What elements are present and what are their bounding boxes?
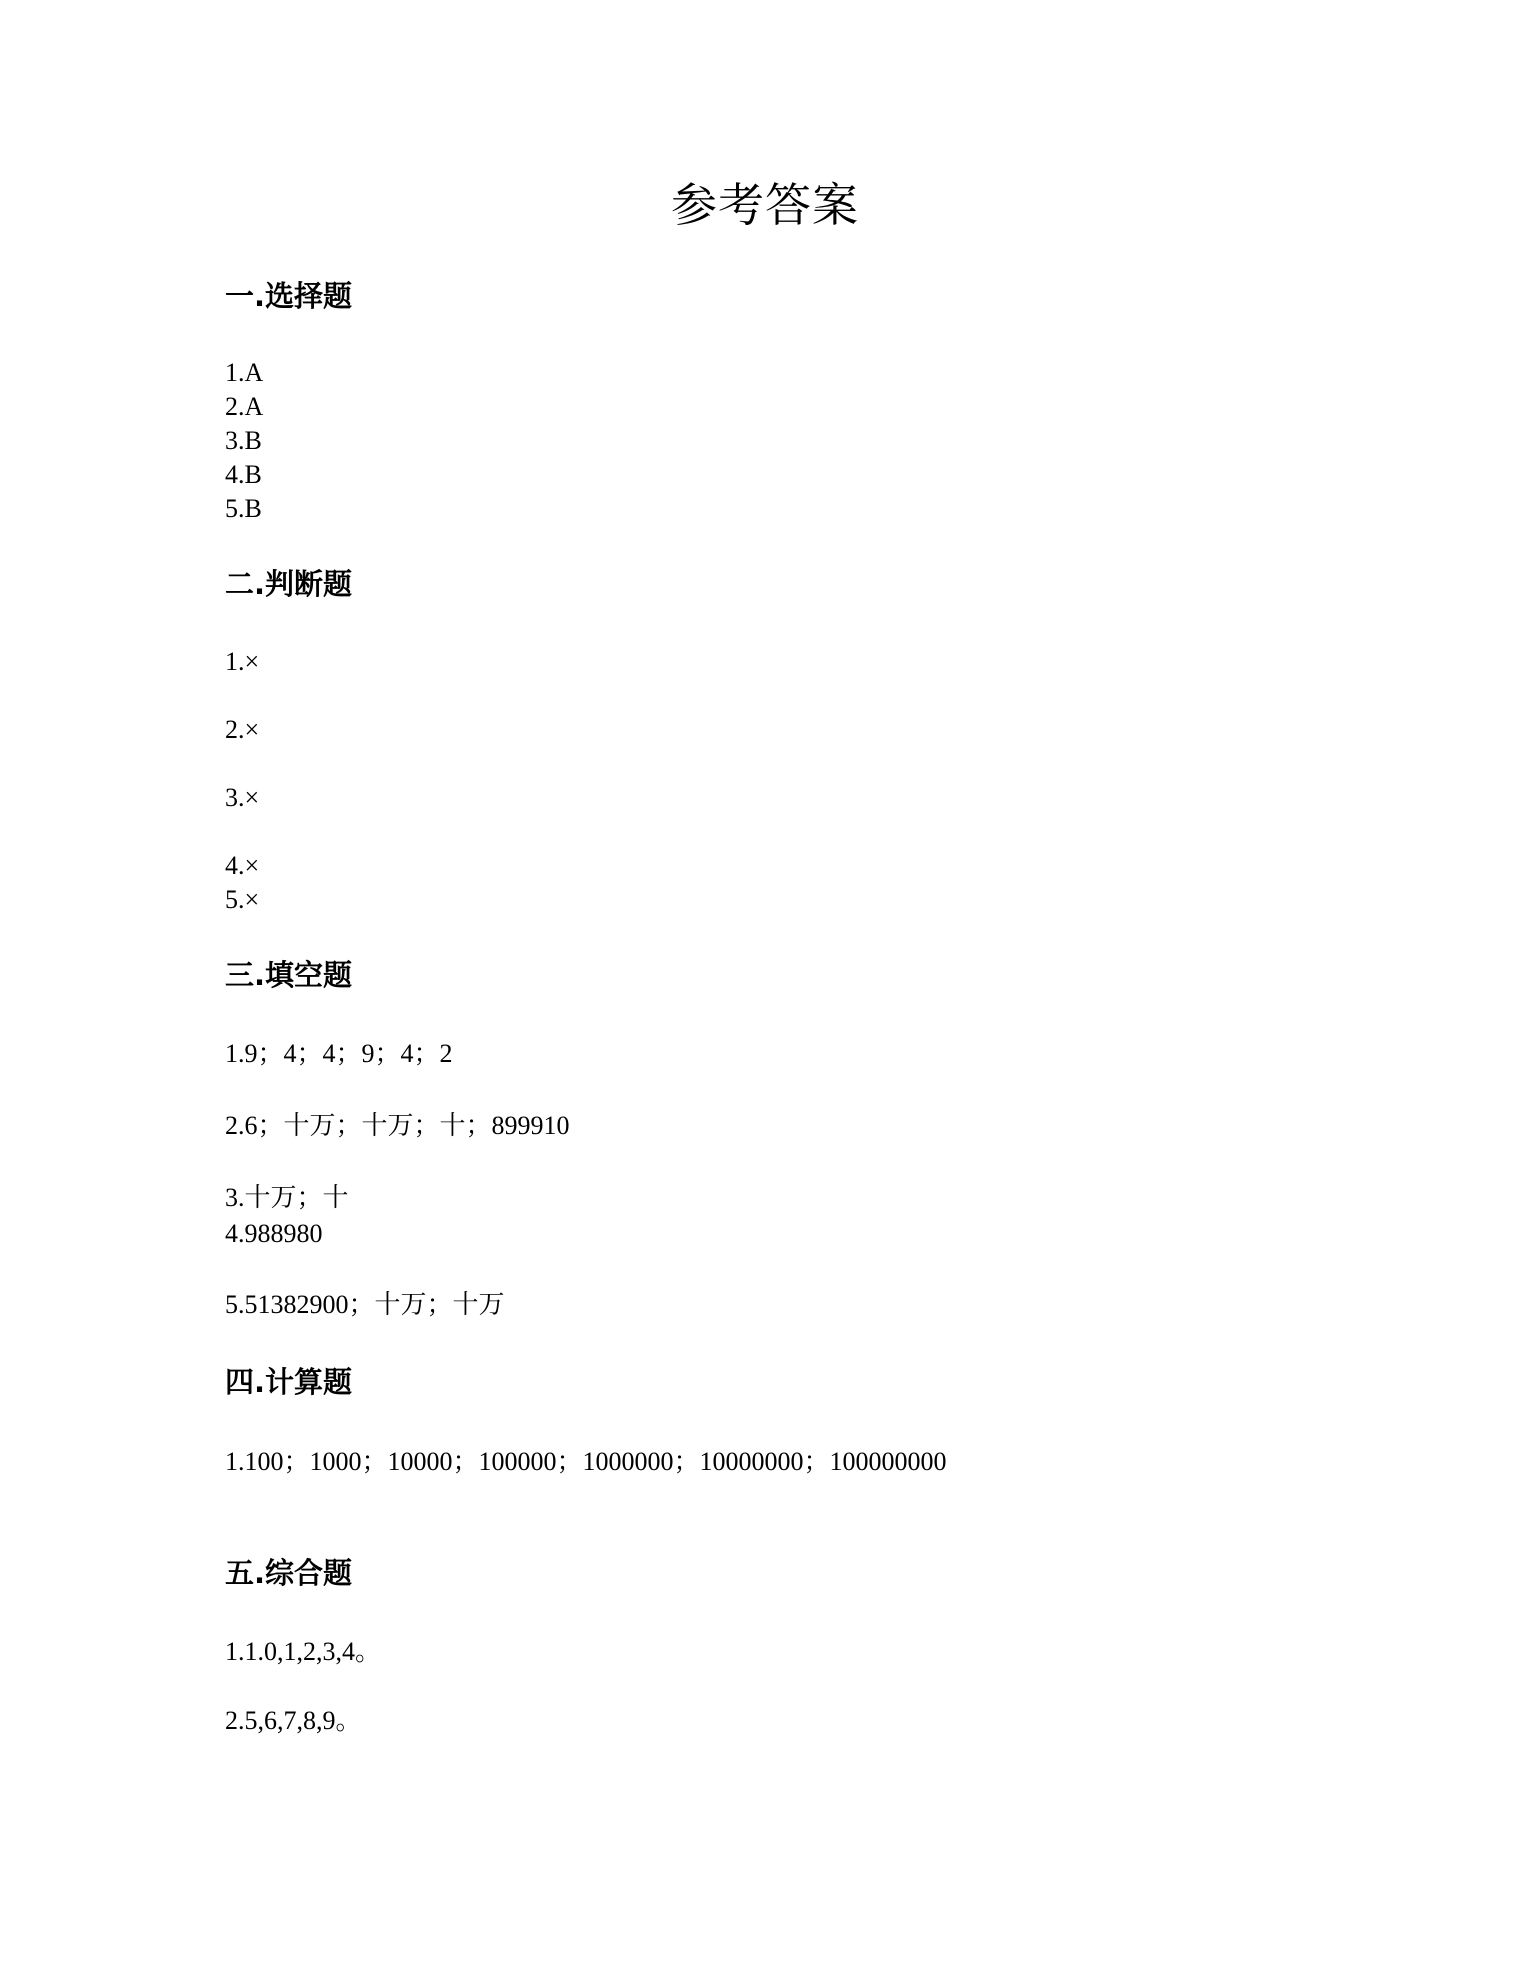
- answer-line: 2.A: [225, 392, 264, 421]
- answer-line: 1.9；4；4；9；4；2: [225, 1039, 453, 1068]
- answer-line: 5.B: [225, 494, 262, 523]
- answer-line: 4.×: [225, 851, 260, 880]
- answer-line: 3.×: [225, 783, 260, 812]
- page-title: 参考答案: [671, 180, 859, 231]
- section-heading-comprehensive: 五.综合题: [225, 1556, 353, 1590]
- answer-line: 1.1.0,1,2,3,4。: [225, 1637, 382, 1666]
- answer-line: 1.×: [225, 647, 260, 676]
- answer-line: 5.×: [225, 885, 260, 914]
- answer-line: 2.6；十万；十万；十；899910: [225, 1111, 570, 1140]
- answer-line: 4.988980: [225, 1219, 323, 1248]
- answer-line: 4.B: [225, 460, 262, 489]
- answer-line: 3.B: [225, 426, 262, 455]
- section-heading-choice: 一.选择题: [225, 279, 353, 313]
- answer-line: 5.51382900；十万；十万: [225, 1290, 505, 1319]
- section-heading-fill-blank: 三.填空题: [225, 958, 353, 992]
- section-heading-calculation: 四.计算题: [225, 1365, 353, 1399]
- answer-line: 1.100；1000；10000；100000；1000000；10000000；100000000: [225, 1447, 947, 1476]
- answer-line: 1.A: [225, 358, 264, 387]
- answer-line: 2.5,6,7,8,9。: [225, 1706, 362, 1735]
- section-heading-judgment: 二.判断题: [225, 567, 353, 601]
- answer-line: 2.×: [225, 715, 260, 744]
- answer-line: 3.十万；十: [225, 1183, 349, 1212]
